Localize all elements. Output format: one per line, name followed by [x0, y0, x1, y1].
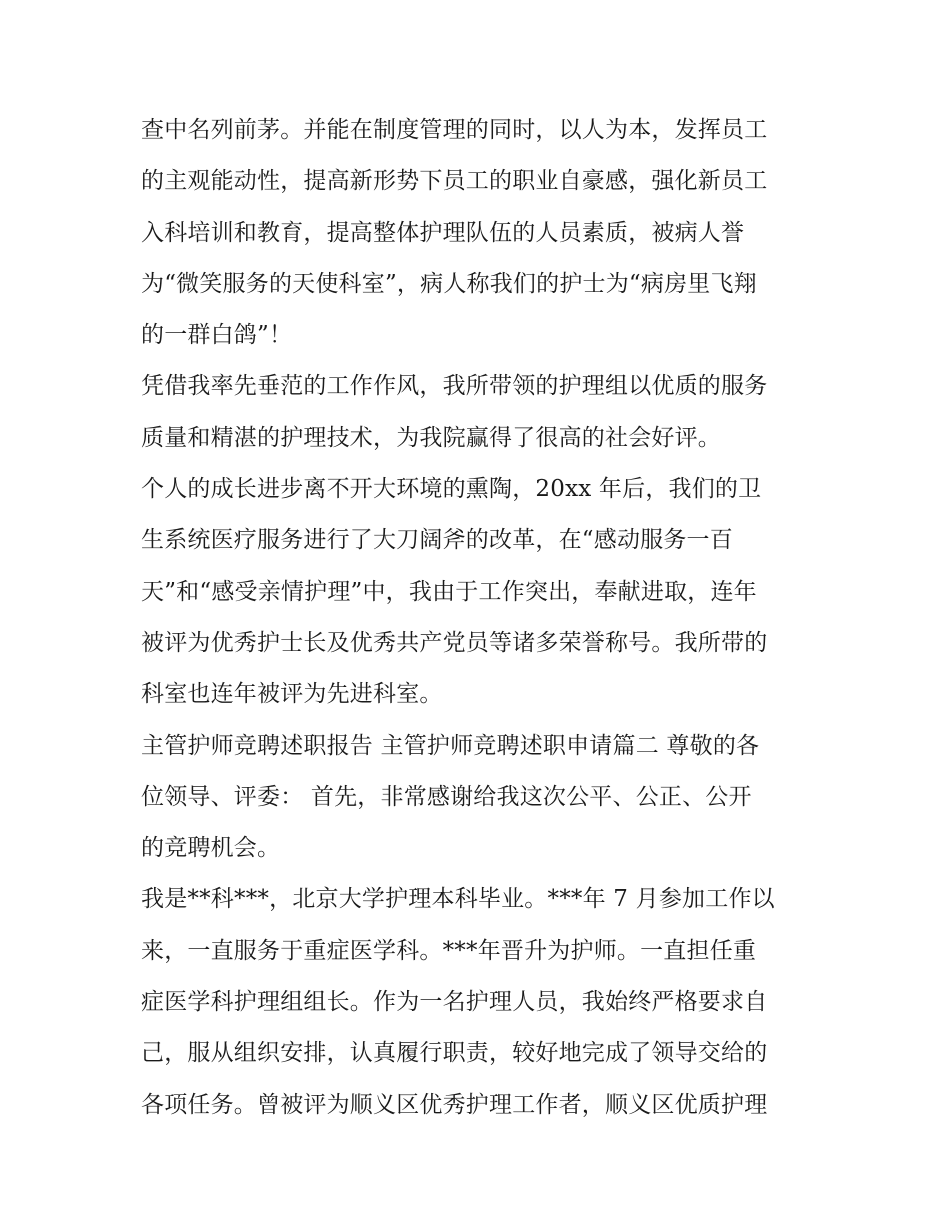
text-line: 科室也连年被评为先进科室。 [141, 681, 443, 708]
text-line: 天”和“感受亲情护理”中，我由于工作突出，奉献进取，连年 [141, 578, 757, 605]
text-line: 我是**科***，北京大学护理本科毕业。***年 7 月参加工作以 [141, 886, 775, 913]
text-line: 主管护师竞聘述职报告 主管护师竞聘述职申请篇二 尊敬的各 [141, 732, 760, 759]
text-line: 被评为优秀护士长及优秀共产党员等诸多荣誉称号。我所带的 [141, 629, 768, 656]
text-line: 个人的成长进步离不开大环境的熏陶，20xx 年后，我们的卫 [141, 476, 762, 503]
document-body [141, 105, 821, 1131]
text-line: 各项任务。曾被评为顺义区优秀护理工作者，顺义区优质护理 [141, 1091, 768, 1118]
text-line: 为“微笑服务的天使科室”，病人称我们的护士为“病房里飞翔 [141, 270, 757, 297]
text-line: 入科培训和教育，提高整体护理队伍的人员素质，被病人誉 [141, 219, 745, 246]
text-line: 查中名列前茅。并能在制度管理的同时，以人为本，发挥员工 [141, 117, 768, 143]
text-line: 的主观能动性，提高新形势下员工的职业自豪感，强化新员工 [141, 168, 768, 195]
text-line: 生系统医疗服务进行了大刀阔斧的改革，在“感动服务一百 [141, 527, 733, 554]
text-line: 位领导、评委： 首先，非常感谢给我这次公平、公正、公开 [141, 783, 752, 810]
text-line: 的一群白鸽”！ [141, 322, 293, 349]
text-line: 质量和精湛的护理技术，为我院赢得了很高的社会好评。 [141, 424, 721, 451]
text-line: 来，一直服务于重症医学科。***年晋升为护师。一直担任重 [141, 937, 757, 964]
text-line: 凭借我率先垂范的工作作风，我所带领的护理组以优质的服务 [141, 373, 768, 400]
text-line: 症医学科护理组组长。作为一名护理人员，我始终严格要求自 [141, 989, 768, 1016]
text-line: 己，服从组织安排，认真履行职责，较好地完成了领导交给的 [141, 1040, 768, 1067]
text-line: 的竞聘机会。 [141, 835, 281, 862]
